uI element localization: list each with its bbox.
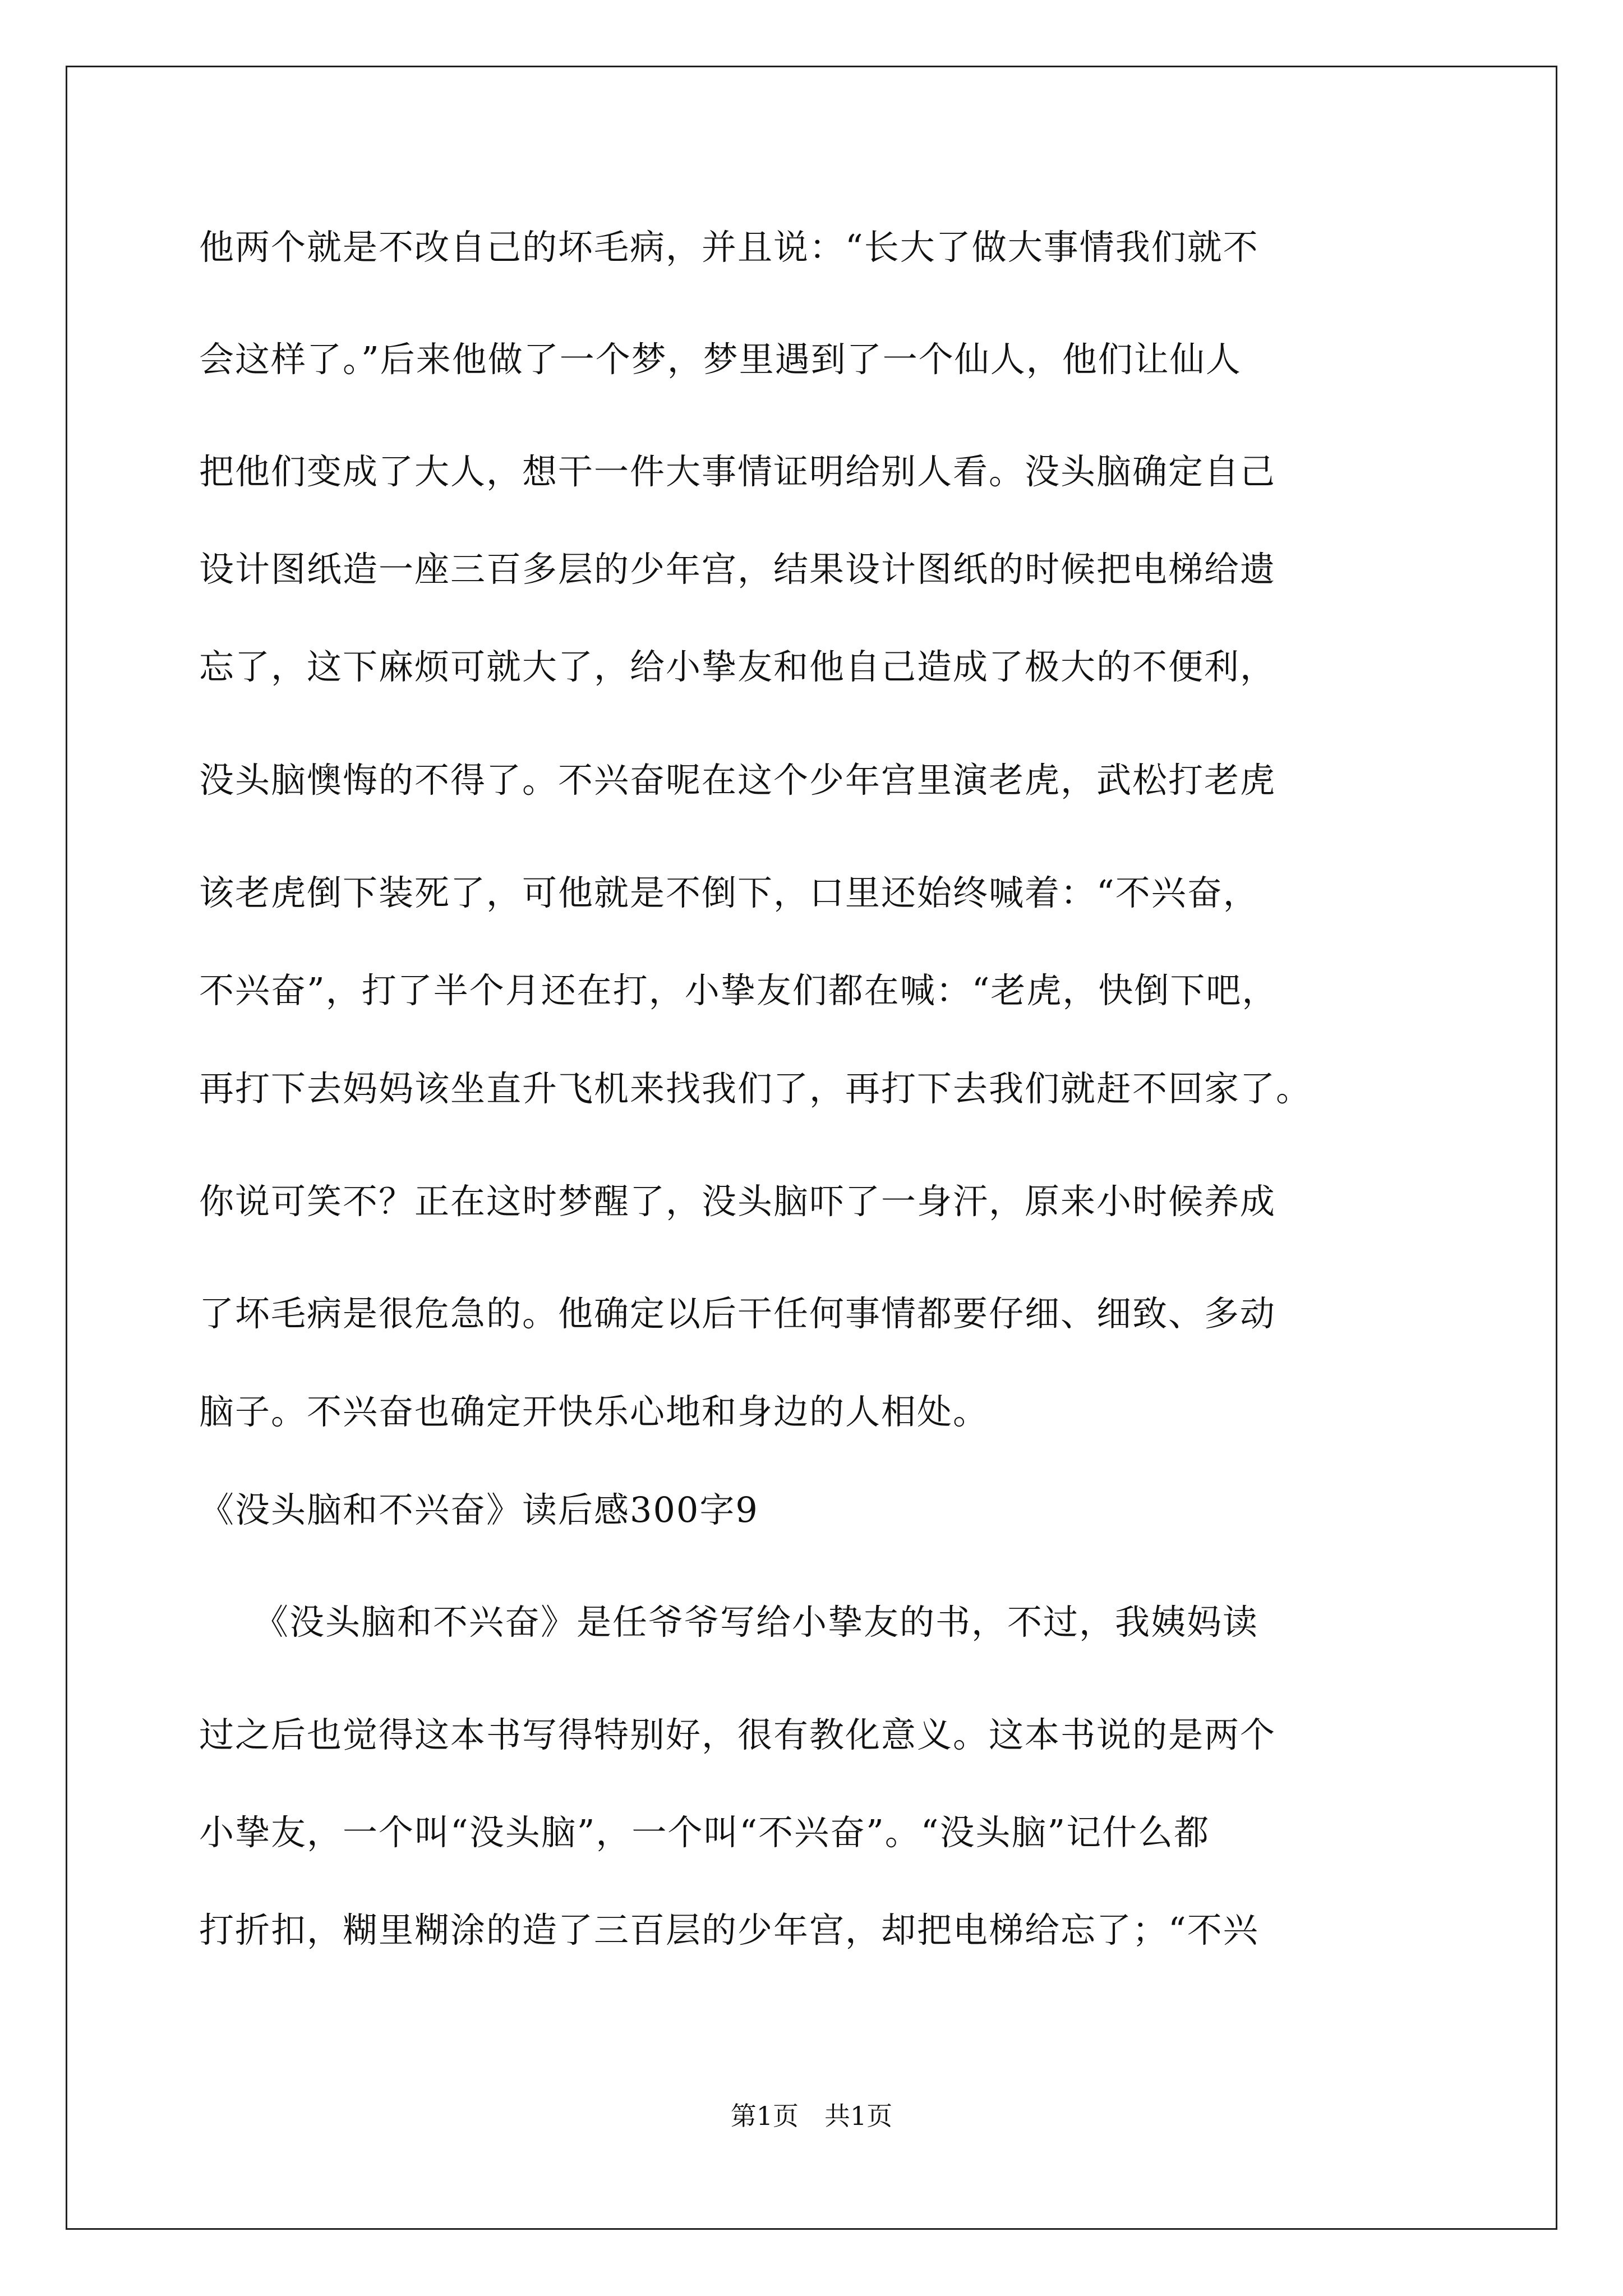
text-line: 他两个就是不改自己的坏毛病，并且说：“长大了做大事情我们就不	[199, 227, 1259, 268]
text-line: 脑子。不兴奋也确定开快乐心地和身边的人相处。	[199, 1391, 989, 1432]
text-line: 再打下去妈妈该坐直升飞机来找我们了，再打下去我们就赶不回家了。	[199, 1068, 1312, 1109]
text-line: 该老虎倒下装死了，可他就是不倒下，口里还始终喊着：“不兴奋，	[199, 872, 1259, 913]
text-line: 不兴奋”，打了半个月还在打，小挚友们都在喊：“老虎，快倒下吧，	[199, 970, 1278, 1011]
page-border	[66, 66, 1557, 2230]
text-line: 小挚友，一个叫“没头脑”，一个叫“不兴奋”。“没头脑”记什么都	[199, 1812, 1210, 1853]
page-footer: 第1页 共1页	[730, 2101, 893, 2131]
text-line: 把他们变成了大人，想干一件大事情证明给别人看。没头脑确定自己	[199, 451, 1276, 492]
text-line: 忘了，这下麻烦可就大了，给小挚友和他自己造成了极大的不便利，	[199, 646, 1276, 687]
text-line: 打折扣，糊里糊涂的造了三百层的少年宫，却把电梯给忘了；“不兴	[199, 1910, 1259, 1950]
text-line: 没头脑懊悔的不得了。不兴奋呢在这个少年宫里演老虎，武松打老虎	[199, 760, 1276, 800]
text-line: 了坏毛病是很危急的。他确定以后干任何事情都要仔细、细致、多动	[199, 1293, 1276, 1334]
text-line: 《没头脑和不兴奋》是任爷爷写给小挚友的书，不过，我姨妈读	[199, 1602, 1259, 1642]
section-heading: 《没头脑和不兴奋》读后感300字9	[199, 1489, 759, 1530]
text-line: 过之后也觉得这本书写得特别好，很有教化意义。这本书说的是两个	[199, 1714, 1276, 1755]
text-line: 你说可笑不？正在这时梦醒了，没头脑吓了一身汗，原来小时候养成	[199, 1181, 1276, 1222]
text-line: 设计图纸造一座三百多层的少年宫，结果设计图纸的时候把电梯给遗	[199, 549, 1276, 590]
text-line: 会这样了。”后来他做了一个梦，梦里遇到了一个仙人，他们让仙人	[199, 339, 1242, 380]
